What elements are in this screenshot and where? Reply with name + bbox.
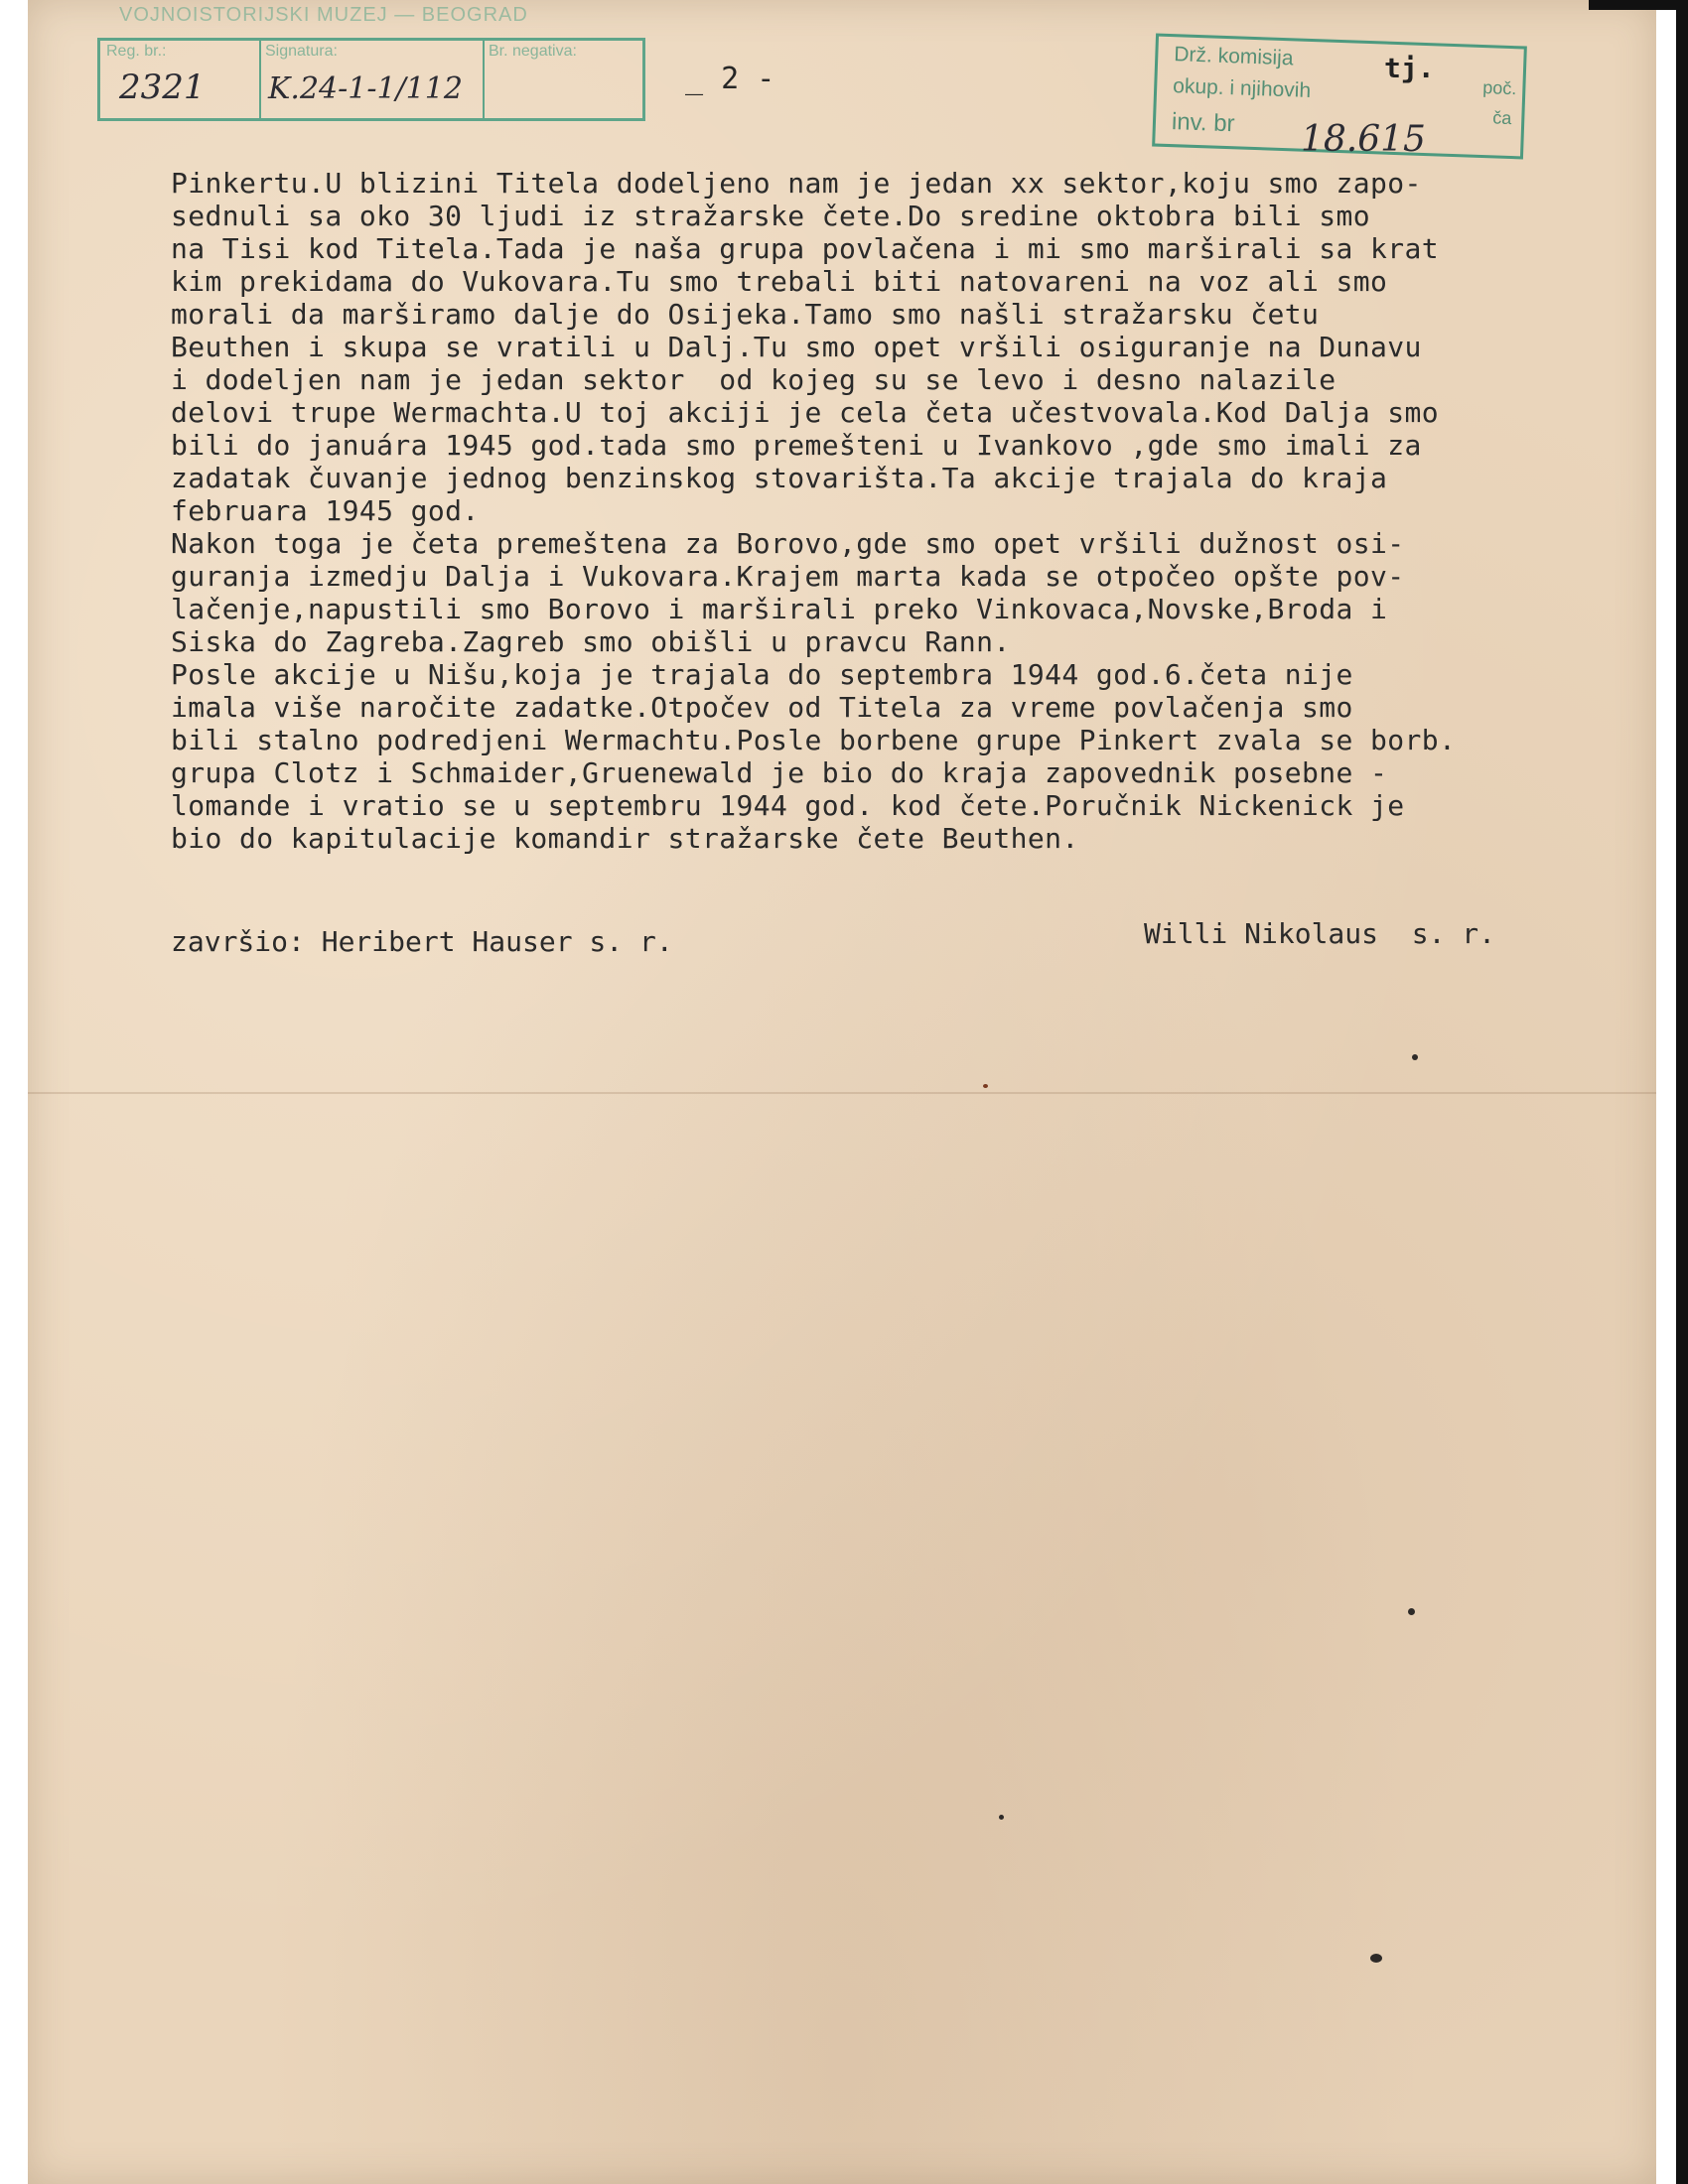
stamp-cell-negative bbox=[483, 41, 642, 118]
text-line: bio do kapitulacije komandir stražarske čete Beuthen. bbox=[171, 822, 1079, 855]
text-line: lačenje,napustili smo Borovo i marširali preko Vinkovaca,Novske,Broda i bbox=[171, 593, 1388, 625]
archive-stamp-title: VOJNOISTORIJSKI MUZEJ — BEOGRAD bbox=[119, 4, 528, 26]
commission-stamp-line: inv. br bbox=[1171, 108, 1236, 138]
text-line: zadatak čuvanje jednog benzinskog stovarišta.Ta akcije trajala do kraja bbox=[171, 462, 1388, 494]
text-line: imala više naročite zadatke.Otpočev od Titela za vreme povlačenja smo bbox=[171, 691, 1353, 724]
text-line: Nakon toga je četa premeštena za Borovo,gde smo opet vršili dužnost osi- bbox=[171, 527, 1405, 560]
text-line: guranja izmedju Dalja i Vukovara.Krajem marta kada se otpočeo opšte pov- bbox=[171, 560, 1405, 593]
text-line: Beuthen i skupa se vratili u Dalj.Tu smo opet vršili osiguranje na Dunavu bbox=[171, 331, 1422, 363]
text-line: delovi trupe Wermachta.U toj akciji je cela četa učestvovala.Kod Dalja smo bbox=[171, 396, 1440, 429]
commission-stamp-line: Drž. komisija bbox=[1173, 43, 1294, 70]
text-line: Posle akcije u Nišu,koja je trajala do septembra 1944 god.6.četa nije bbox=[171, 658, 1353, 691]
text-line: na Tisi kod Titela.Tada je naša grupa povlačena i mi smo marširali sa krat bbox=[171, 232, 1440, 265]
signature-left: završio: Heribert Hauser s. r. bbox=[171, 925, 673, 958]
text-line: morali da marširamo dalje do Osijeka.Tamo smo našli stražarsku četu bbox=[171, 298, 1320, 331]
commission-stamp-line: okup. i njihovih bbox=[1172, 74, 1312, 102]
paper-speck bbox=[983, 1084, 988, 1088]
tj-mark: tj. bbox=[1384, 52, 1435, 84]
text-line: lomande i vratio se u septembru 1944 god. kod čete.Poručnik Nickenick je bbox=[171, 789, 1405, 822]
text-line: Pinkertu.U blizini Titela dodeljeno nam je jedan xx sektor,koju smo zapo- bbox=[171, 167, 1422, 200]
commission-stamp-side: poč. bbox=[1482, 77, 1517, 99]
text-line: bili stalno podredjeni Wermachtu.Posle borbene grupe Pinkert zvala se borb. bbox=[171, 724, 1457, 756]
text-line: grupa Clotz i Schmaider,Gruenewald je bio do kraja zapovednik posebne - bbox=[171, 756, 1388, 789]
stamp-cell-label: Br. negativa: bbox=[489, 43, 577, 60]
text-line: bili do januára 1945 god.tada smo premešteni u Ivankovo ,gde smo imali za bbox=[171, 429, 1422, 462]
handwritten-reg-number: 2321 bbox=[119, 68, 206, 107]
paper-speck bbox=[999, 1815, 1004, 1820]
paper-speck bbox=[1412, 1054, 1418, 1060]
handwritten-signature-code: K.24-1-1/112 bbox=[268, 71, 463, 106]
text-line: i dodeljen nam je jedan sektor od kojeg su se levo i desno nalazile bbox=[171, 363, 1336, 396]
text-line: Siska do Zagreba.Zagreb smo obišli u pravcu Rann. bbox=[171, 625, 1011, 658]
scan-edge-top bbox=[1589, 0, 1688, 10]
typed-body bbox=[171, 167, 1650, 855]
signature-right: Willi Nikolaus s. r. bbox=[1144, 917, 1496, 950]
fold-line bbox=[28, 1092, 1656, 1094]
page-number: _ 2 - bbox=[685, 62, 775, 96]
scan-edge bbox=[1676, 0, 1688, 2184]
commission-stamp-side: ča bbox=[1491, 107, 1512, 129]
paper-speck bbox=[1370, 1954, 1382, 1963]
paper-speck bbox=[1408, 1608, 1415, 1615]
text-line: sednuli sa oko 30 ljudi iz stražarske čete.Do sredine oktobra bili smo bbox=[171, 200, 1371, 232]
stamp-cell-label: Reg. br.: bbox=[106, 43, 167, 60]
text-line: februara 1945 god. bbox=[171, 494, 480, 527]
handwritten-inventory-number: 18.615 bbox=[1301, 119, 1426, 160]
text-line: kim prekidama do Vukovara.Tu smo trebali biti natovareni na voz ali smo bbox=[171, 265, 1388, 298]
stamp-cell-label: Signatura: bbox=[265, 43, 338, 60]
